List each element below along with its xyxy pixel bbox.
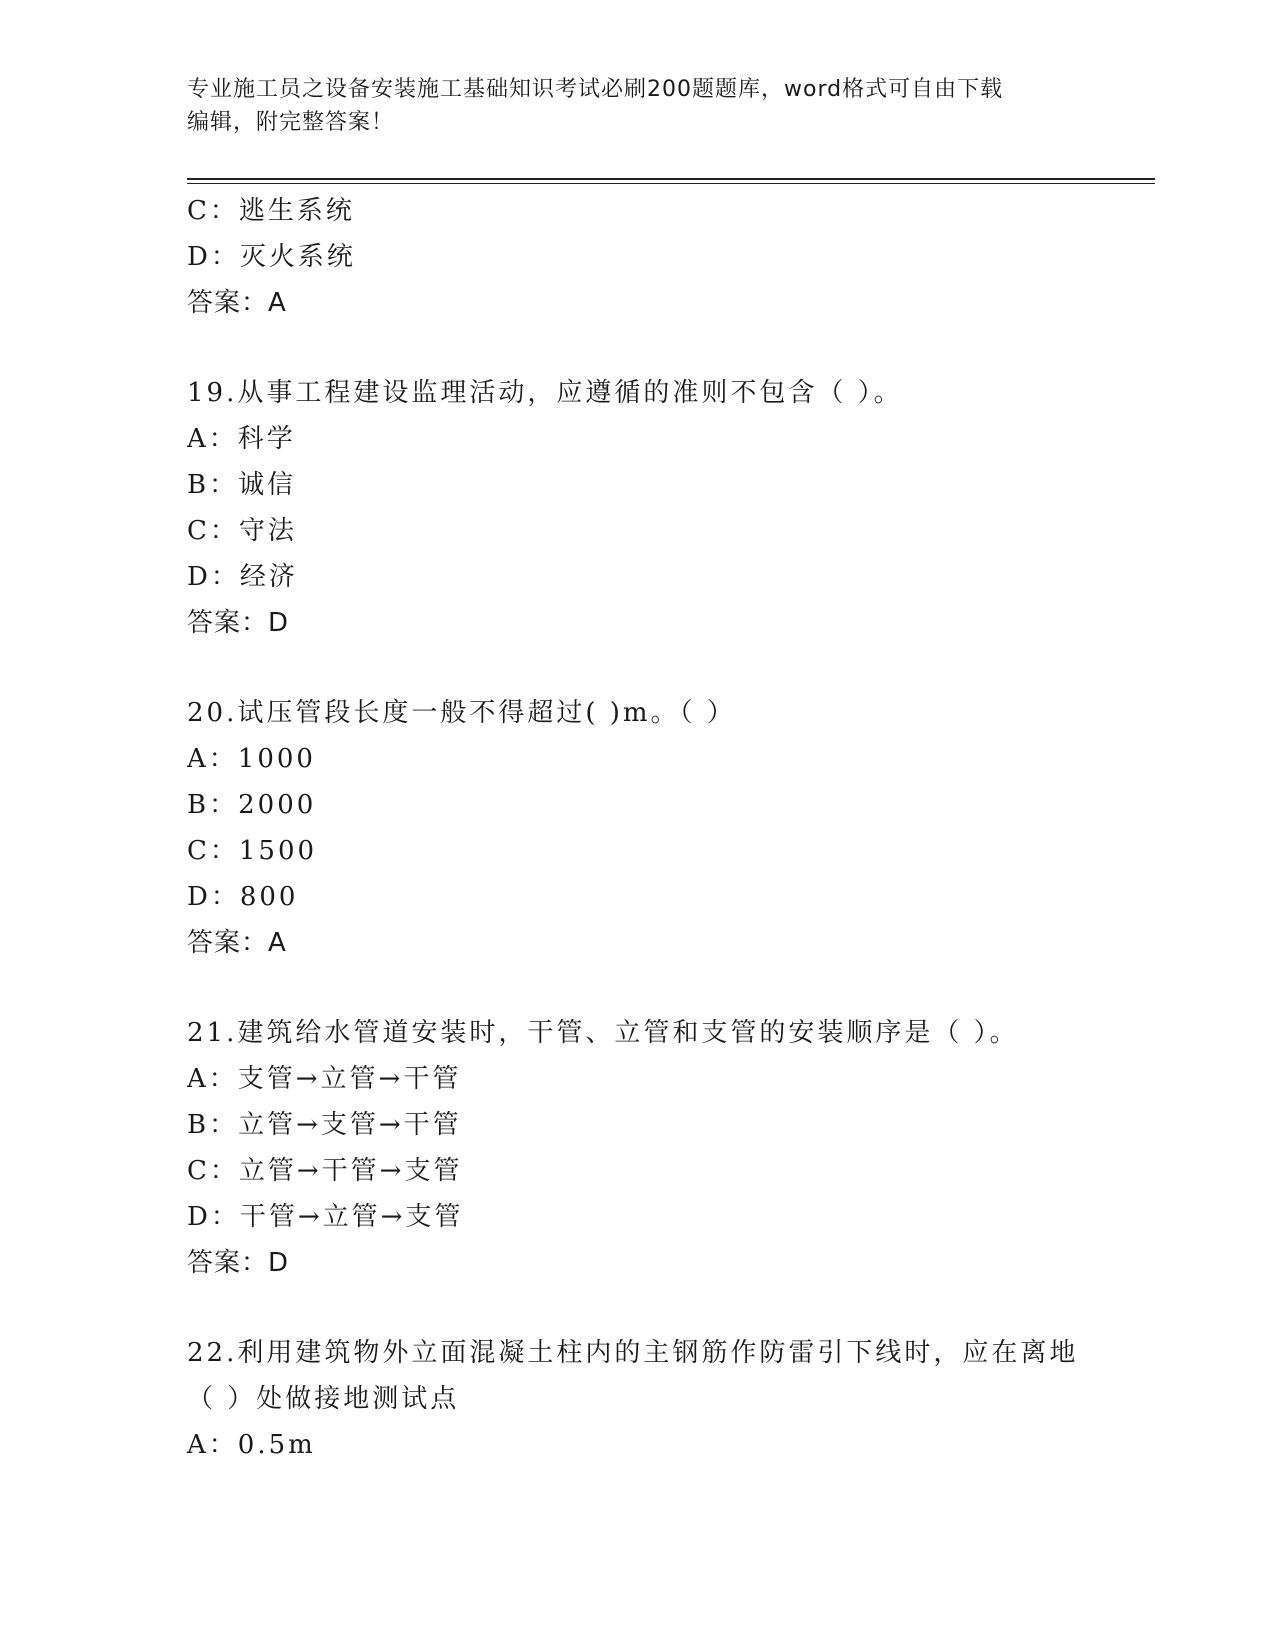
- option-d: D：干管→立管→支管: [187, 1202, 464, 1232]
- option-d: D：经济: [187, 562, 298, 592]
- option-c: C：守法: [187, 516, 297, 546]
- option-a: A：支管→立管→干管: [187, 1064, 462, 1094]
- answer-line: 答案：D: [187, 1248, 290, 1278]
- document-header: [187, 73, 1087, 139]
- option-b: B：诚信: [187, 470, 297, 500]
- option-a: A：1000: [187, 744, 316, 774]
- header-title-line-1: 专业施工员之设备安装施工基础知识考试必刷200题题库，word格式可自由下载: [187, 77, 1004, 102]
- option-a: A：0.5m: [187, 1430, 316, 1460]
- question-stem-line-1: 22.利用建筑物外立面混凝土柱内的主钢筋作防雷引下线时，应在离地: [187, 1338, 1079, 1368]
- option-c: C：逃生系统: [187, 196, 355, 226]
- question-stem: 19.从事工程建设监理活动，应遵循的准则不包含（ ）。: [187, 378, 903, 408]
- option-c: C：1500: [187, 836, 318, 866]
- answer-line: 答案：D: [187, 608, 290, 638]
- question-20: [187, 690, 1155, 966]
- previous-question-tail: [187, 188, 1155, 326]
- option-b: B：2000: [187, 790, 317, 820]
- option-c: C：立管→干管→支管: [187, 1156, 463, 1186]
- question-list: [187, 188, 1155, 1468]
- question-22: [187, 1330, 1155, 1468]
- question-19: [187, 370, 1155, 646]
- header-divider-thick: [187, 178, 1155, 180]
- question-stem: 21.建筑给水管道安装时，干管、立管和支管的安装顺序是（ ）。: [187, 1018, 1019, 1048]
- question-stem-line-2: （ ）处做接地测试点: [187, 1384, 460, 1414]
- header-divider-thin: [187, 183, 1155, 184]
- question-stem: 20.试压管段长度一般不得超过( )m。（ ）: [187, 698, 736, 728]
- option-d: D：灭火系统: [187, 242, 356, 272]
- option-a: A：科学: [187, 424, 296, 454]
- option-d: D：800: [187, 882, 299, 912]
- answer-line: 答案：A: [187, 288, 287, 318]
- question-21: [187, 1010, 1155, 1286]
- header-title-line-2: 编辑，附完整答案！: [187, 110, 395, 135]
- answer-line: 答案：A: [187, 928, 287, 958]
- option-b: B：立管→支管→干管: [187, 1110, 462, 1140]
